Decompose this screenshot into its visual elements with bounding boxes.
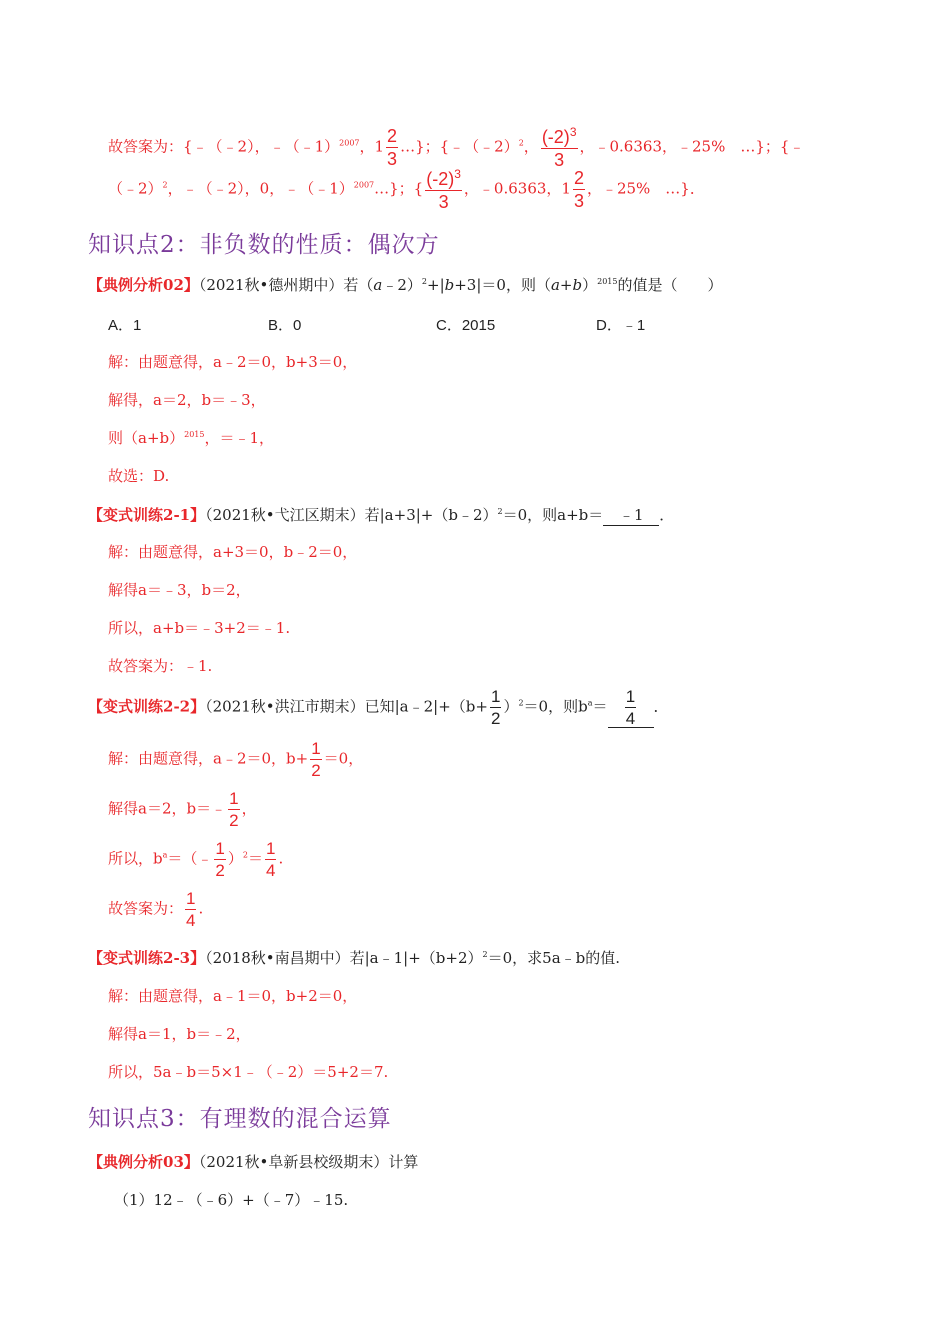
example-tag: 【典例分析02】 (88, 276, 199, 294)
training-tag: 【变式训练2-1】 (88, 506, 206, 524)
answer-text: （﹣2） (108, 179, 163, 198)
exercise-item: （1）12﹣（﹣6）+（﹣7）﹣15. (114, 1191, 349, 1209)
solution-line: 解得，a＝2，b＝﹣3， (108, 391, 266, 409)
solution-line: 故答案为： $\frac{1}{4}$ . (108, 889, 204, 930)
solution-line: 解得a＝﹣3，b＝2， (108, 581, 251, 599)
answer-text: ，﹣0.6363，1 (463, 179, 571, 198)
solution-line: 故选：D. (108, 467, 170, 485)
exponent: 2 (162, 180, 168, 190)
answer-blank: $\frac{1}{4}$ (608, 688, 654, 728)
fraction: $\frac{(-2)^3}{3}$ (541, 125, 577, 170)
answer-text: …}；{ (374, 179, 424, 198)
answer-line-2 (108, 168, 705, 211)
solution-line: 故答案为：﹣1. (108, 657, 213, 675)
example-03-question: 【典例分析03】（2021秋•阜新县校级期末）计算 (88, 1153, 419, 1171)
choice-c: C．2015 (436, 317, 496, 334)
section-heading: 知识点2：非负数的性质：偶次方 (88, 232, 440, 258)
choice-b: B．0 (268, 317, 302, 334)
exponent: 2007 (353, 180, 375, 190)
training-tag: 【变式训练2-2】 (88, 697, 206, 716)
training-2-2-question: 【变式训练2-2】（2021秋•洪江市期末）已知|a﹣2|+（b+ $\frac{1}{2}$ ）$^2$＝0，则$b^a=$ $\frac{1}{4}$ ． (88, 687, 669, 728)
exponent: 2007 (339, 138, 360, 148)
fraction: $\frac{1}{2}$ (490, 687, 501, 728)
training-tag: 【变式训练2-3】 (88, 949, 206, 967)
solution-line: 所以，$b^a=(﹣$ $\frac{1}{2}$ ）$^2$＝ $\frac{1}{4}$ . (108, 839, 284, 880)
answer-text: ， (523, 137, 539, 156)
exponent: 2 (518, 138, 524, 148)
example-02-question: 【典例分析02】（2021秋•德州期中）若（a﹣2）$^2$+|b+3|＝0，则$(a+b)^{2015}$的值是（ ） (88, 276, 723, 294)
answer-text: ，1 (359, 137, 385, 156)
solution-line: 解得a＝2，b＝﹣ $\frac{1}{2}$ ， (108, 789, 257, 830)
solution-line: 解：由题意得，a﹣2＝0，b+3＝0， (108, 353, 358, 371)
answer-text: 故答案为：{﹣（﹣2），﹣（﹣1） (108, 137, 340, 156)
answer-text: …}；{﹣（﹣2） (400, 137, 519, 156)
solution-line: 所以，a+b＝﹣3+2＝﹣1. (108, 619, 291, 637)
solution-line: 所以，5a﹣b＝5×1﹣（﹣2）＝5+2＝7. (108, 1063, 389, 1081)
answer-line-1 (108, 126, 804, 169)
section-heading: 知识点3：有理数的混合运算 (88, 1106, 392, 1132)
solution-line: 解：由题意得，a﹣2＝0，b+ $\frac{1}{2}$ ＝0， (108, 739, 364, 780)
fraction: $\frac{2}{3}$ (387, 126, 398, 169)
solution-line: 解：由题意得，a+3＝0，b﹣2＝0， (108, 543, 358, 561)
solution-line: 解得a＝1，b＝﹣2， (108, 1025, 251, 1043)
answer-text: ，﹣25% …}． (586, 179, 705, 198)
choice-a: A．1 (108, 317, 142, 334)
answer-text: ，﹣（﹣2），0，﹣（﹣1） (167, 179, 354, 198)
solution-line: 则$(a+b)^{2015}$，＝﹣1， (108, 429, 275, 447)
choice-d: D．﹣1 (596, 317, 646, 334)
training-2-1-question: 【变式训练2-1】（2021秋•弋江区期末）若|a+3|+（b﹣2）$^2$＝0，则a+b＝ ﹣1 ． (88, 506, 675, 524)
solution-line: 解：由题意得，a﹣1＝0，b+2＝0， (108, 987, 358, 1005)
answer-blank: ﹣1 (603, 504, 659, 526)
fraction: $\frac{2}{3}$ (573, 168, 584, 211)
training-2-3-question: 【变式训练2-3】（2018秋•南昌期中）若$|a﹣1|+(b+2)^2=0$，求5a﹣b的值. (88, 949, 621, 967)
answer-text: ，﹣0.6363，﹣25% …}；{﹣ (579, 137, 805, 156)
fraction: $\frac{(-2)^3}{3}$ (426, 167, 461, 212)
example-tag: 【典例分析03】 (88, 1153, 199, 1171)
